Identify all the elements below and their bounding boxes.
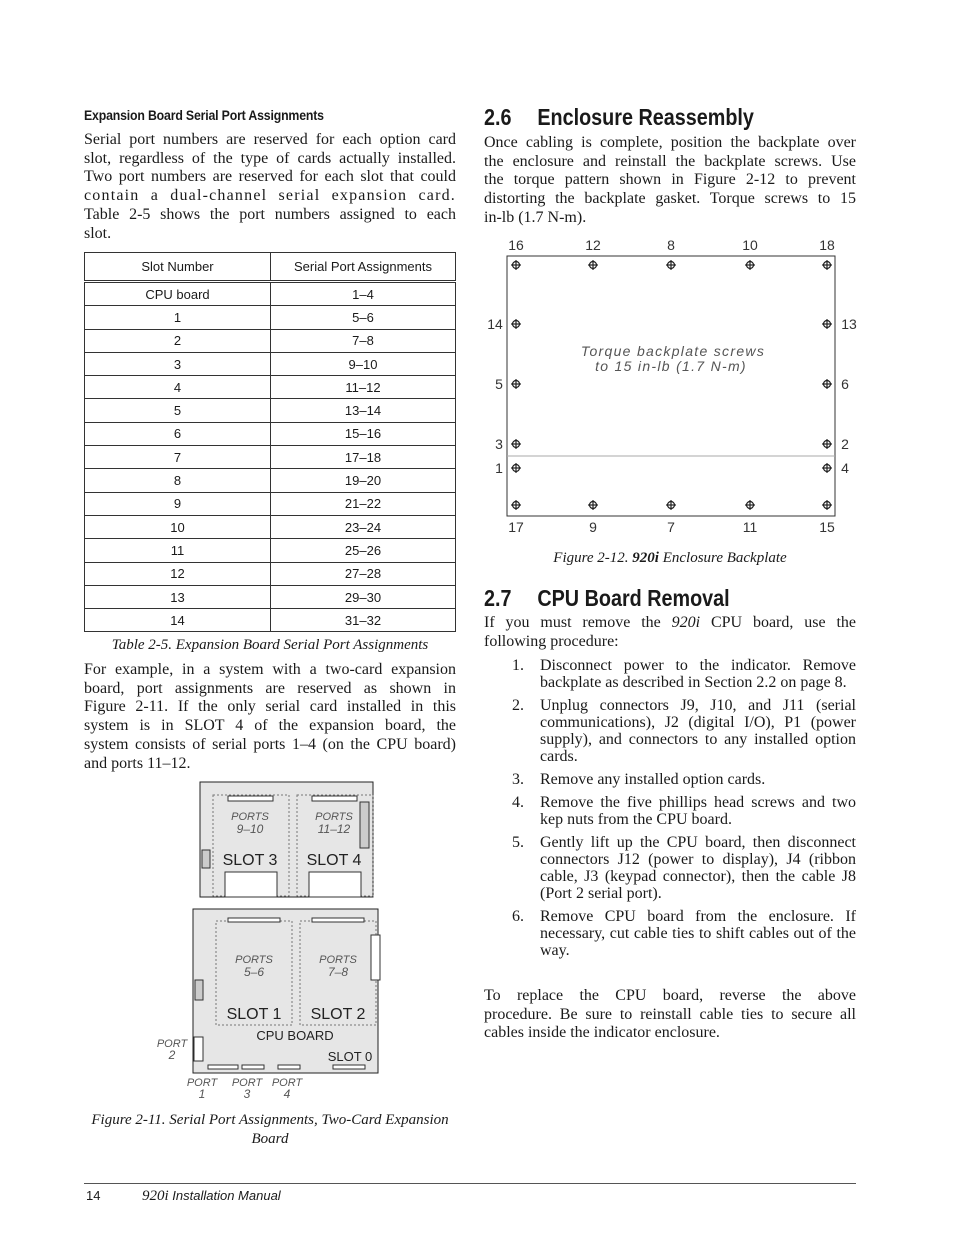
table-cell: 5 <box>85 399 271 422</box>
table-cell: 27–28 <box>271 562 456 585</box>
torque-number: 11 <box>742 519 758 535</box>
port1-number: 1 <box>198 1087 206 1101</box>
torque-number: 16 <box>508 237 524 253</box>
text-line: system is in SLOT 4 of the expansion board, the <box>84 717 456 735</box>
column-header-port-assignments: Serial Port Assignments <box>271 253 456 282</box>
section-2-7-heading <box>484 585 730 612</box>
cpu-removal-intro <box>484 614 856 651</box>
torque-number: 13 <box>841 316 857 332</box>
torque-number: 1 <box>495 460 503 476</box>
table-cell: 8 <box>85 469 271 492</box>
text-line: slot. <box>84 224 112 242</box>
footer-model: 920i <box>142 1188 169 1204</box>
table-cell: 5–6 <box>271 306 456 329</box>
step-number: 4. <box>512 794 524 811</box>
table-row <box>85 376 456 399</box>
caption-line: Figure 2-11. Serial Port Assignments, Two-Card Expansion <box>91 1112 449 1128</box>
table-cell: 14 <box>85 609 271 632</box>
torque-number: 7 <box>667 519 675 535</box>
slot0-label: SLOT 0 <box>327 1049 373 1064</box>
text-line: in-lb (1.7 N-m). <box>484 208 587 226</box>
table-cell: 7–8 <box>271 329 456 352</box>
column-header-slot-number: Slot Number <box>85 253 271 282</box>
section-title: Enclosure Reassembly <box>537 104 754 130</box>
step-text: Disconnect power to the indicator. Remove backplate as described in Section 2.2 on page 8. <box>540 657 856 691</box>
caption-prefix: Figure 2-12. <box>553 550 633 566</box>
table-row <box>85 306 456 329</box>
table-caption: Table 2-5. Expansion Board Serial Port Assignments <box>111 637 429 653</box>
table-cell: 25–26 <box>271 539 456 562</box>
table-cell: 12 <box>85 562 271 585</box>
table-row <box>85 352 456 375</box>
text-line: slot, regardless of the type of cards actually installed. <box>84 149 456 167</box>
step-number: 1. <box>512 657 524 674</box>
port4-number: 4 <box>283 1087 291 1101</box>
torque-number: 4 <box>841 460 849 476</box>
expansion-board-diagram <box>150 775 390 1105</box>
step-text: Remove the five phillips head screws and two kep nuts from the CPU board. <box>540 794 856 828</box>
table-cell: 9 <box>85 492 271 515</box>
table-cell: 11 <box>85 539 271 562</box>
caption-suffix: Enclosure Backplate <box>658 550 787 566</box>
torque-number: 3 <box>495 436 503 452</box>
step-text: Unplug connectors J9, J10, and J11 (serial communications), J2 (digital I/O), P1 (power supply), and connectors to any installed option cards. <box>540 697 856 765</box>
table-cell: 3 <box>85 352 271 375</box>
table-cell: 1–4 <box>271 282 456 306</box>
text-line: the enclosure and reinstall the backplate screws. Use <box>484 152 856 170</box>
table-cell: 13 <box>85 585 271 608</box>
text-line: Serial port numbers are reserved for each option card <box>84 131 456 148</box>
closing-paragraph <box>484 987 856 1043</box>
table-row <box>85 399 456 422</box>
table-row <box>85 446 456 469</box>
port2-label: PORT <box>156 1038 188 1050</box>
text-line: Table 2-5 shows the port numbers assigned to each <box>84 205 456 223</box>
figure-2-11-caption <box>84 1111 456 1149</box>
table-cell: 2 <box>85 329 271 352</box>
slot3-ports-label: PORTS <box>231 811 269 823</box>
intro-text-b: CPU board, use the <box>700 614 856 631</box>
section-title: CPU Board Removal <box>537 585 730 611</box>
slot1-ports-label: PORTS <box>235 954 273 966</box>
step-number: 5. <box>512 834 524 851</box>
text-line: procedure. Be sure to reinstall cable ties to secure all <box>484 1005 856 1023</box>
slot1-label: SLOT 1 <box>226 1006 282 1023</box>
port-assignments-table <box>84 252 456 632</box>
footer-manual-title <box>142 1188 281 1205</box>
table-row <box>85 422 456 445</box>
table-cell: 4 <box>85 376 271 399</box>
section-number: 2.7 <box>484 585 512 611</box>
table-cell: 29–30 <box>271 585 456 608</box>
slot2-label: SLOT 2 <box>310 1006 366 1023</box>
slot2-ports-label: PORTS <box>319 954 357 966</box>
slot3-label: SLOT 3 <box>222 852 278 869</box>
slot1-ports-range: 5–6 <box>243 965 265 979</box>
torque-number: 6 <box>841 376 849 392</box>
text-line: To replace the CPU board, reverse the above <box>484 987 856 1004</box>
table-cell: 7 <box>85 446 271 469</box>
step-text: Remove CPU board from the enclosure. If necessary, cut cable ties to shift cables out of the way. <box>540 908 856 959</box>
section-2-6-heading <box>484 104 754 131</box>
intro-text-a: If you must remove the <box>484 614 672 631</box>
torque-number: 8 <box>667 237 675 253</box>
table-cell: CPU board <box>85 282 271 306</box>
footer-manual: Installation Manual <box>168 1188 281 1203</box>
table-header-row <box>85 253 456 282</box>
example-paragraph <box>84 661 456 773</box>
intro-model: 920i <box>671 614 701 631</box>
list-item <box>484 657 856 691</box>
figure-2-12-caption <box>484 550 856 567</box>
subheading-serial-port-assignments: Expansion Board Serial Port Assignments <box>84 107 324 123</box>
footer-rule <box>84 1183 856 1184</box>
port3-number: 3 <box>243 1087 251 1101</box>
list-item <box>484 794 856 828</box>
torque-number: 14 <box>487 316 503 332</box>
table-row <box>85 469 456 492</box>
table-row <box>85 562 456 585</box>
torque-note-line1: Torque backplate screws <box>580 343 766 359</box>
list-item <box>484 908 856 959</box>
slot4-ports-range: 11–12 <box>317 822 351 836</box>
text-line: Once cabling is complete, position the backplate over <box>484 134 856 151</box>
text-line: contain a dual-channel serial expansion card. <box>84 187 456 205</box>
torque-number: 10 <box>742 237 758 253</box>
table-cell: 13–14 <box>271 399 456 422</box>
cpu-board-label: CPU BOARD <box>256 1028 334 1043</box>
intro-paragraph <box>84 131 456 243</box>
caption-line: Board <box>251 1131 289 1147</box>
table-row <box>85 492 456 515</box>
torque-number: 9 <box>589 519 597 535</box>
list-item <box>484 834 856 902</box>
caption-model: 920i <box>632 550 659 566</box>
page-number: 14 <box>86 1188 101 1203</box>
table-cell: 15–16 <box>271 422 456 445</box>
table-row <box>85 609 456 632</box>
table-row <box>85 539 456 562</box>
step-number: 6. <box>512 908 524 925</box>
text-line: For example, in a system with a two-card expansion <box>84 661 456 678</box>
text-line: board, port assignments are reserved as shown in <box>84 679 456 697</box>
torque-number: 5 <box>495 376 503 392</box>
table-cell: 17–18 <box>271 446 456 469</box>
port4-label: PORT <box>271 1077 303 1089</box>
step-number: 2. <box>512 697 524 714</box>
text-line: the torque pattern shown in Figure 2-12 to prevent <box>484 171 856 189</box>
step-number: 3. <box>512 771 524 788</box>
table-cell: 23–24 <box>271 515 456 538</box>
torque-number: 17 <box>508 519 524 535</box>
slot3-ports-range: 9–10 <box>236 822 264 836</box>
slot2-ports-range: 7–8 <box>327 965 349 979</box>
table-row <box>85 282 456 306</box>
port3-label: PORT <box>231 1077 263 1089</box>
table-cell: 19–20 <box>271 469 456 492</box>
text-line: Figure 2-11. If the only serial card installed in this <box>84 698 456 716</box>
table-cell: 9–10 <box>271 352 456 375</box>
table-cell: 10 <box>85 515 271 538</box>
text-line: distorting the backplate gasket. Torque screws to 15 <box>484 190 856 208</box>
slot4-ports-label: PORTS <box>315 811 353 823</box>
port2-number: 2 <box>168 1048 176 1062</box>
text-line: and ports 11–12. <box>84 754 191 772</box>
table-cell: 1 <box>85 306 271 329</box>
step-text: Remove any installed option cards. <box>540 771 766 788</box>
text-line <box>484 614 856 633</box>
section-number: 2.6 <box>484 104 512 130</box>
torque-note-line2: to 15 in-lb (1.7 N-m) <box>595 358 747 374</box>
table-cell: 31–32 <box>271 609 456 632</box>
removal-procedure-list <box>484 657 856 965</box>
table-row <box>85 585 456 608</box>
table-row <box>85 329 456 352</box>
text-line: Two port numbers are reserved for each slot that could <box>84 168 456 186</box>
enclosure-paragraph <box>484 134 856 228</box>
table-cell: 11–12 <box>271 376 456 399</box>
slot4-label: SLOT 4 <box>306 852 362 869</box>
torque-number: 12 <box>585 237 601 253</box>
step-text: Gently lift up the CPU board, then disconnect connectors J12 (power to display), J4 (ribbon cable, J3 (keypad connector), then the cable J8 (Port 2 serial port). <box>540 834 856 902</box>
torque-number: 2 <box>841 436 849 452</box>
torque-number: 15 <box>819 519 835 535</box>
text-line: system consists of serial ports 1–4 (on the CPU board) <box>84 735 456 753</box>
torque-number: 18 <box>819 237 835 253</box>
table-cell: 21–22 <box>271 492 456 515</box>
text-line: cables inside the indicator enclosure. <box>484 1024 720 1042</box>
port1-label: PORT <box>186 1077 218 1089</box>
backplate-diagram <box>480 234 870 539</box>
text-line: following procedure: <box>484 632 619 650</box>
table-row <box>85 515 456 538</box>
list-item <box>484 771 856 788</box>
table-cell: 6 <box>85 422 271 445</box>
list-item <box>484 697 856 765</box>
